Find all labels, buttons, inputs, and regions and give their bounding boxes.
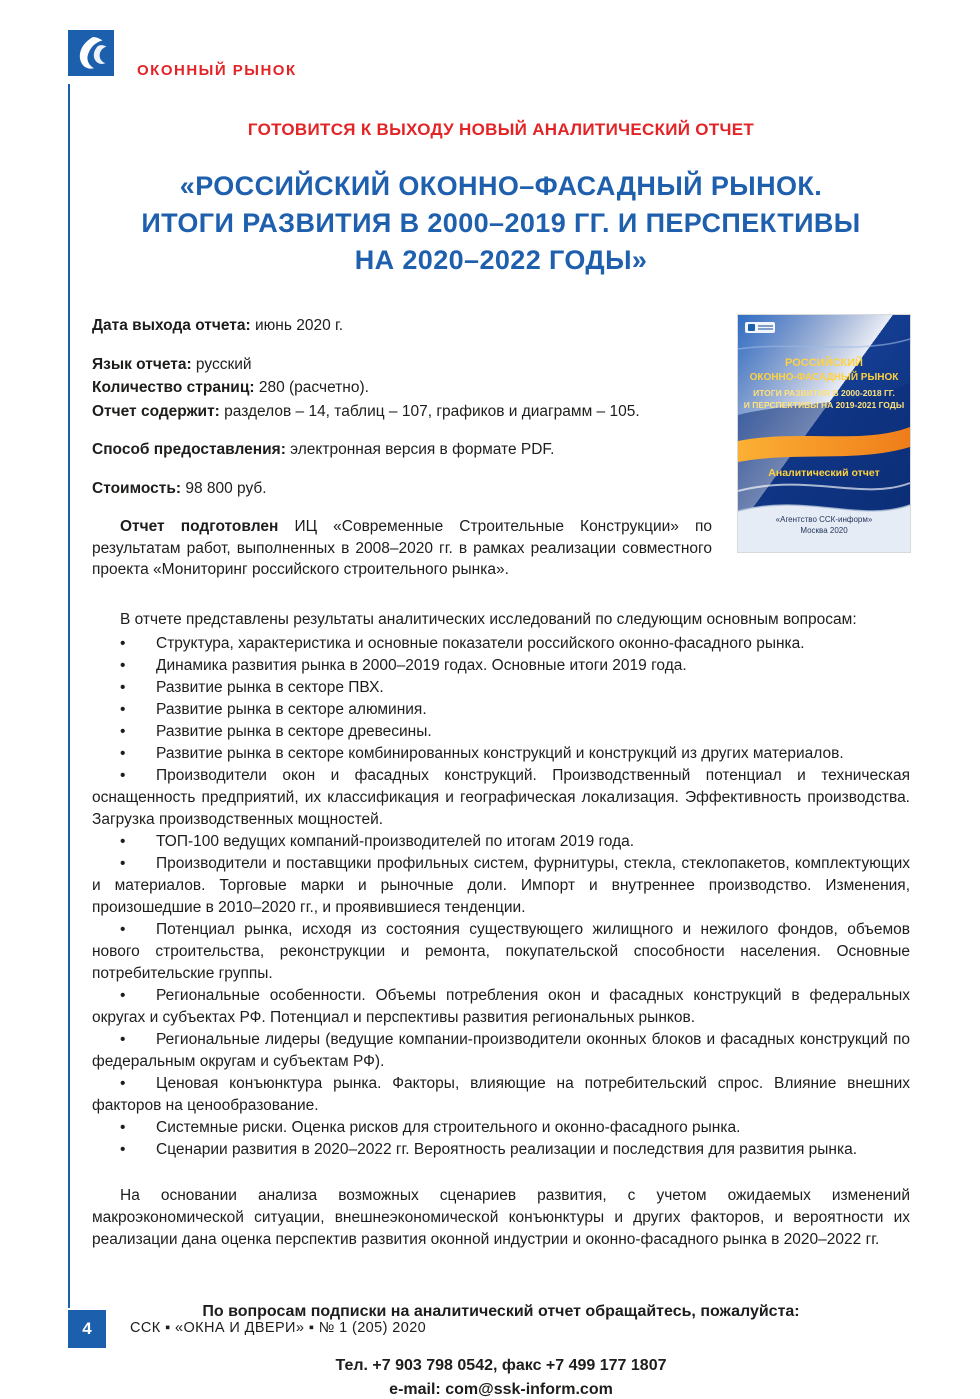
contact-intro: По вопросам подписки на аналитический отчет обращайтесь, пожалуйста:: [202, 1302, 800, 1320]
journal-footer-line: ССК ▪ «ОКНА И ДВЕРИ» ▪ № 1 (205) 2020: [130, 1320, 427, 1336]
list-item-text: Динамика развития рынка в 2000–2019 годах. Основные итоги 2019 года.: [156, 656, 687, 674]
language-value: русский: [195, 355, 252, 373]
price-value: 98 800 руб.: [185, 479, 267, 497]
swirl-logo-icon: [68, 30, 114, 76]
page-count-value: 280 (расчетно).: [258, 379, 369, 396]
contents-value: разделов – 14, таблиц – 107, графиков и диаграмм – 105.: [224, 402, 640, 420]
list-item-text: Производители и поставщики профильных систем, фурнитуры, стекла, стеклопакетов, комплектующих и материалов. Торговые марки и рыночные доли. Импорт и внутреннее производство. Изменения, произошедшие в 2010–2020 гг., и проявившиеся тенденции.: [92, 854, 910, 916]
list-item: [92, 1139, 910, 1161]
list-item: [92, 919, 910, 985]
list-item-text: Сценарии развития в 2020–2022 гг. Вероятность реализации и последствия для развития рынка.: [156, 1140, 858, 1158]
list-item: [92, 765, 910, 831]
report-cover-image: [738, 315, 910, 552]
list-item-text: Развитие рынка в секторе ПВХ.: [156, 678, 384, 696]
list-item-text: Системные риски. Оценка рисков для строительного и оконно-фасадного рынка.: [156, 1118, 741, 1136]
bullet-icon: •: [120, 678, 126, 696]
page-count-label: Количество страниц:: [92, 379, 255, 396]
list-item: [92, 699, 910, 721]
list-item-text: ТОП-100 ведущих компаний-производителей по итогам 2019 года.: [156, 832, 635, 850]
bullet-icon: •: [120, 832, 126, 850]
contents-intro-paragraph: В отчете представлены результаты аналитических исследований по следующим основным вопросам:: [120, 610, 857, 628]
cover-title-line-4: И ПЕРСПЕКТИВЫ НА 2019-2021 ГОДЫ: [743, 400, 905, 410]
bullet-icon: •: [120, 722, 126, 740]
delivery-row: [92, 439, 712, 461]
list-item: [92, 743, 910, 765]
cover-title-line-3: ИТОГИ РАЗВИТИЯ В 2000-2018 ГГ.: [753, 388, 895, 398]
release-date-label: Дата выхода отчета:: [92, 317, 251, 334]
list-item-text: Развитие рынка в секторе древесины.: [156, 722, 432, 740]
page-number-badge: 4: [68, 1310, 106, 1348]
details-and-cover-row: [92, 315, 910, 583]
report-topics-list: [92, 633, 910, 1161]
bullet-icon: •: [120, 1074, 126, 1092]
bullet-icon: •: [120, 634, 126, 652]
list-item: [92, 853, 910, 919]
delivery-label: Способ предоставления:: [92, 441, 286, 458]
release-date-value: июнь 2020 г.: [254, 317, 344, 334]
list-item-text: Структура, характеристика и основные показатели российского оконно-фасадного рынка.: [156, 634, 805, 652]
bullet-icon: •: [120, 1140, 126, 1158]
list-item: [92, 721, 910, 743]
delivery-value: электронная версия в формате PDF.: [290, 441, 555, 458]
list-item-text: Развитие рынка в секторе комбинированных конструкций и конструкций из других материалов.: [156, 744, 844, 762]
list-item-text: Потенциал рынка, исходя из состояния существующего жилищного и нежилого фондов, объемов нового строительства, реконструкции и ремонта, покупательской способности населения. Основные потребительские группы.: [92, 920, 910, 982]
left-vertical-rule: [68, 84, 70, 1308]
report-details: [92, 315, 738, 583]
title-line-1: «РОССИЙСКИЙ ОКОННО–ФАСАДНЫЙ РЫНОК.: [179, 171, 823, 201]
bullet-icon: •: [120, 656, 126, 674]
cover-publisher: «Агентство ССК-информ»: [775, 515, 873, 524]
list-item: [92, 633, 910, 655]
bullet-icon: •: [120, 986, 126, 1004]
list-item-text: Развитие рынка в секторе алюминия.: [156, 700, 427, 718]
bullet-icon: •: [120, 920, 126, 938]
cover-text-layer: [738, 315, 910, 552]
page-title: [92, 168, 910, 279]
language-label: Язык отчета:: [92, 355, 192, 373]
bullet-icon: •: [120, 1118, 126, 1136]
contents-row: [92, 401, 712, 423]
prepared-by-paragraph: [92, 516, 712, 581]
title-line-3: НА 2020–2022 ГОДЫ»: [354, 245, 648, 275]
cover-title-line-2: ОКОННО-ФАСАДНЫЙ РЫНОК: [749, 372, 899, 383]
publisher-logo: [68, 30, 114, 76]
prepared-by-value: ИЦ «Современные Строительные Конструкции» по результатам работ, выполненных в 2008–2020 гг. в рамках реализации совместного проекта «Мониторинг российского строительного рынка».: [92, 518, 712, 578]
list-item-text: Производители окон и фасадных конструкций. Производственный потенциал и техническая оснащенность предприятий, их классификация и географическая локализация. Эффективность производства. Загрузка производственных мощностей.: [92, 766, 910, 828]
bullet-icon: •: [120, 854, 126, 872]
bullet-icon: •: [120, 744, 126, 762]
list-item-text: Ценовая конъюнктура рынка. Факторы, влияющие на потребительский спрос. Влияние внешних факторов на ценообразование.: [92, 1074, 910, 1114]
title-line-2: ИТОГИ РАЗВИТИЯ В 2000–2019 ГГ. И ПЕРСПЕКТИВЫ: [141, 208, 861, 238]
list-item: [92, 831, 910, 853]
prepared-by-label: Отчет подготовлен: [120, 518, 279, 535]
list-item: [92, 1029, 910, 1073]
price-row: [92, 478, 712, 500]
cover-publisher-logo-icon: [745, 322, 775, 333]
cover-title-line-1: РОССИЙСКИЙ: [785, 357, 863, 369]
language-row: [92, 354, 712, 376]
list-item-text: Региональные лидеры (ведущие компании-производители оконных блоков и фасадных конструкций по федеральным округам и субъектам РФ).: [92, 1030, 910, 1070]
list-item: [92, 985, 910, 1029]
bullet-icon: •: [120, 700, 126, 718]
page-count-row: [92, 377, 712, 399]
section-kicker: ОКОННЫЙ РЫНОК: [137, 62, 297, 79]
bullet-icon: •: [120, 766, 126, 784]
cover-city-year: Москва 2020: [800, 526, 848, 535]
list-item: [92, 677, 910, 699]
page-content: [92, 120, 910, 1399]
list-item-text: Региональные особенности. Объемы потребления окон и фасадных конструкций в федеральных округах и субъектах РФ. Потенциал и перспективы развития региональных рынков.: [92, 986, 910, 1026]
list-item: [92, 1073, 910, 1117]
contents-label: Отчет содержит:: [92, 402, 220, 420]
contact-phone: Тел. +7 903 798 0542, факс +7 499 177 1807: [335, 1356, 667, 1374]
subscription-contact-block: [92, 1303, 910, 1399]
contact-email: e-mail: com@ssk-inform.com: [389, 1380, 613, 1398]
bullet-icon: •: [120, 1030, 126, 1048]
price-label: Стоимость:: [92, 479, 182, 497]
closing-paragraph: На основании анализа возможных сценариев развития, с учетом ожидаемых изменений макроэкономической ситуации, внешнеэкономической конъюнктуры и других факторов, и вероятности их реализации дана оценка перспектив развития оконной индустрии и оконно-фасадного рынка в 2020–2022 гг.: [92, 1186, 910, 1248]
list-item: [92, 1117, 910, 1139]
list-item: [92, 655, 910, 677]
release-date-row: [92, 315, 712, 337]
announcement-line: ГОТОВИТСЯ К ВЫХОДУ НОВЫЙ АНАЛИТИЧЕСКИЙ ОТЧЕТ: [247, 120, 755, 139]
cover-subtitle: Аналитический отчет: [768, 467, 880, 479]
